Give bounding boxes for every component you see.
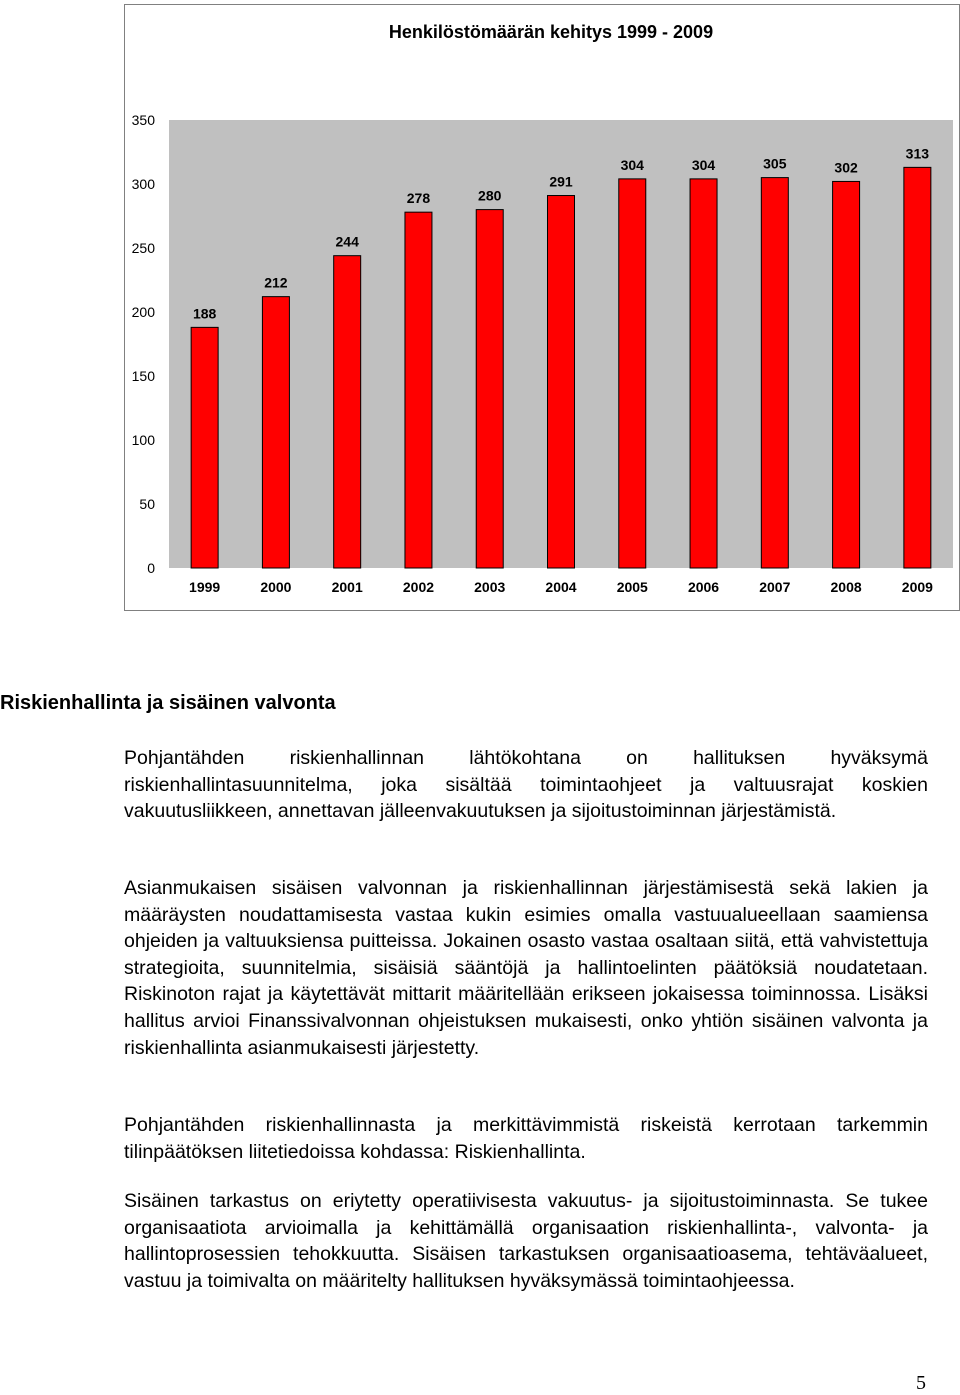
y-tick-label: 100 <box>131 432 155 448</box>
paragraph-internal-control: Asianmukaisen sisäisen valvonnan ja riskienhallinnan järjestämisestä sekä lakien ja määräysten noudattamisesta vastaa kukin esimies omalla vastuualueellaan saamiensa ohjeiden ja valtuuksiensa puitteissa. Jokainen osasto vastaa osaltaan siitä, että vahvistettuja strategioita, suunnitelmia, sisäisiä sääntöjä ja hallintoelinten päätöksiä noudatetaan. Riskinoton rajat ja käytettävät mittarit määritellään erikseen jokaisessa toiminnossa. Lisäksi hallitus arvioi Finanssivalvonnan ohjeistuksen mukaisesti, onko yhtiön sisäinen valvonta ja riskienhallinta asianmukaisesti järjestetty. <box>124 877 928 1059</box>
bar <box>405 212 432 568</box>
section-heading: Riskienhallinta ja sisäinen valvonta <box>0 692 336 714</box>
bar <box>761 178 788 568</box>
x-tick-label: 2003 <box>474 579 506 595</box>
x-tick-label: 2006 <box>687 579 720 595</box>
bar <box>548 196 575 568</box>
data-label: 212 <box>264 274 288 291</box>
data-label: 188 <box>192 305 217 322</box>
data-label: 305 <box>763 155 787 172</box>
y-tick-label: 350 <box>131 112 155 128</box>
paragraph-risk-management-plan: Pohjantähden riskienhallinnan lähtökohtana on hallituksen hyväksymä riskienhallintasuunnitelma, joka sisältää toimintaohjeet ja valtuusrajat koskien vakuutusliikkeen, annettavan jälleenvakuutuksen ja sijoitustoiminnan järjestämistä. <box>124 747 928 823</box>
bar <box>191 327 218 568</box>
chart-frame <box>124 4 960 611</box>
data-label: 278 <box>406 190 431 207</box>
x-tick-label: 2007 <box>759 579 791 595</box>
x-tick-label: 2002 <box>402 579 435 595</box>
page-number: 5 <box>916 1372 926 1394</box>
y-tick-label: 150 <box>131 368 155 384</box>
data-label: 304 <box>691 156 716 173</box>
data-label: 313 <box>905 145 930 162</box>
y-tick-label: 200 <box>131 304 155 320</box>
paragraph-internal-audit: Sisäinen tarkastus on eriytetty operatiivisesta vakuutus- ja sijoitustoiminnasta. Se tukee organisaatiota arvioimalla ja kehittämällä organisaation riskienhallinta-, valvonta- ja hallintoprosessien tehokkuutta. Sisäisen tarkastuksen organisaatioasema, tehtäväalueet, vastuu ja toimivalta on määritelty hallituksen hyväksymässä toimintaohjeessa. <box>124 1190 928 1292</box>
bar-chart <box>125 5 959 610</box>
x-tick-label: 2001 <box>331 579 363 595</box>
bar <box>619 179 646 568</box>
y-tick-label: 0 <box>147 560 155 576</box>
bar <box>904 167 931 568</box>
x-tick-label: 2000 <box>260 579 292 595</box>
bar <box>833 181 860 568</box>
x-tick-label: 1999 <box>189 579 221 595</box>
bar <box>476 210 503 568</box>
bar <box>690 179 717 568</box>
y-tick-label: 300 <box>131 176 155 192</box>
bar <box>262 297 289 568</box>
data-label: 302 <box>834 159 858 176</box>
x-tick-label: 2009 <box>901 579 933 595</box>
x-tick-label: 2008 <box>830 579 862 595</box>
x-tick-label: 2004 <box>545 579 577 595</box>
y-tick-label: 250 <box>131 240 155 256</box>
chart-title: Henkilöstömäärän kehitys 1999 - 2009 <box>388 22 714 42</box>
x-tick-label: 2005 <box>616 579 648 595</box>
paragraph-risk-details: Pohjantähden riskienhallinnasta ja merkittävimmistä riskeistä kerrotaan tarkemmin tilinpäätöksen liitetiedoissa kohdassa: Riskienhallinta. <box>124 1114 928 1163</box>
bar <box>334 256 361 568</box>
data-label: 244 <box>335 233 359 250</box>
y-tick-label: 50 <box>139 496 155 512</box>
data-label: 304 <box>620 156 644 173</box>
data-label: 280 <box>478 187 502 204</box>
data-label: 291 <box>549 173 573 190</box>
